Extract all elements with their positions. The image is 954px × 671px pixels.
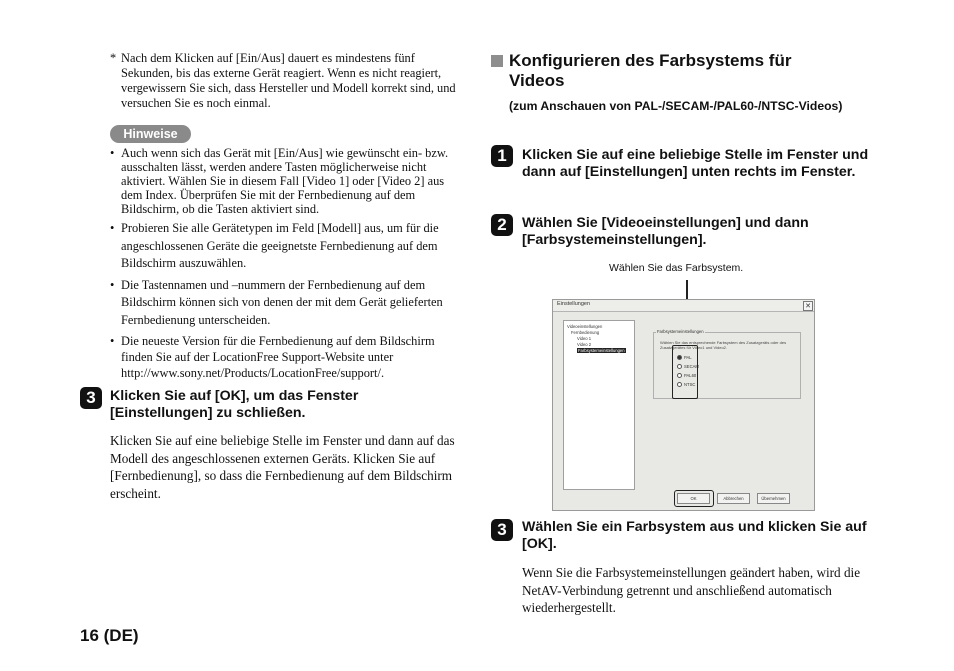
step-body: Klicken Sie auf eine beliebige Stelle im Fenster und dann auf das Modell des angeschlossenen externen Geräts. Klicken Sie auf [Fernbedienung], so dass die Fernbedienung auf dem Bildschirm erscheint. <box>110 433 455 501</box>
figure-caption: Wählen Sie das Farbsystem. <box>609 262 744 274</box>
step-title: Wählen Sie ein Farbsystem aus und klicken Sie auf [OK]. <box>522 519 867 552</box>
step-body: Wenn Sie die Farbsystemeinstellungen geändert haben, wird die NetAV-Verbindung getrennt und anschließend automatisch wiederhergestellt. <box>522 565 861 615</box>
step-number: 1 <box>491 145 513 167</box>
tree-item[interactable]: Video 1 <box>577 336 592 341</box>
footnote-marker: * <box>110 51 117 65</box>
radio-label: SECAM <box>684 364 699 369</box>
footnote <box>110 51 460 111</box>
footnote-text: Nach dem Klicken auf [Ein/Aus] dauert es mindestens fünf Sekunden, bis das externe Gerät reagiert. Wenn es nicht reagiert, vergewissern Sie sich, dass Hersteller und Modell korrekt sind, und versuchen Sie es noch einmal. <box>121 51 456 110</box>
hints-badge: Hinweise <box>110 125 191 143</box>
ok-button[interactable]: OK <box>677 493 710 504</box>
dialog-title: Einstellungen <box>557 301 591 307</box>
section-subheading: (zum Anschauen von PAL-/SECAM-/PAL60-/NTSC-Videos) <box>509 99 843 113</box>
bullet-marker: • <box>110 146 115 160</box>
list-item <box>110 146 466 216</box>
bullet-marker: • <box>110 221 115 235</box>
step-number: 3 <box>491 519 513 541</box>
step-title: Wählen Sie [Videoeinstellungen] und dann [Farbsystemeinstellungen]. <box>522 215 809 248</box>
step-title: Klicken Sie auf eine beliebige Stelle im Fenster und dann auf [Einstellungen] unten rechts im Fenster. <box>522 147 869 180</box>
tree-item[interactable]: Fernbedienung <box>571 330 600 335</box>
apply-button[interactable]: Übernehmen <box>757 493 790 504</box>
list-item-text: Probieren Sie alle Gerätetypen im Feld [Modell] aus, um für die angeschlossenen Geräte die geeignetste Fernbedienung auf dem Bildschirm auszuwählen. <box>121 221 439 270</box>
hints-list <box>110 146 466 385</box>
step-number: 2 <box>491 214 513 236</box>
highlight-box <box>672 345 698 399</box>
section-heading: Konfigurieren des Farbsystems für Videos <box>509 51 792 90</box>
radio-label: PAL <box>684 355 692 360</box>
group-title: Farbsystemeinstellungen <box>657 329 704 334</box>
tree-item[interactable]: Video 2 <box>577 342 592 347</box>
tree-item[interactable]: Videoeinstellungen <box>567 324 603 329</box>
tree-item-selected[interactable]: Farbsystemeinstellungen <box>578 348 625 353</box>
group-description: Wählen Sie das entsprechende Farbsystem des Zusatzgeräts oder des Zusatzgerätes für Video1 und Video2. <box>660 340 787 350</box>
heading-marker-icon <box>491 55 503 67</box>
list-item <box>110 277 466 330</box>
bullet-marker: • <box>110 334 115 348</box>
close-icon[interactable]: ✕ <box>803 301 813 311</box>
list-item-text: Auch wenn sich das Gerät mit [Ein/Aus] wie gewünscht ein- bzw. ausschalten lässt, werden andere Tasten möglicherweise nicht aktiviert. Wählen Sie in diesem Fall [Video 1] oder [Video 2] aus dem Index. Überprüfen Sie mit der Fernbedienung auf dem Bildschirm, ob die Tasten aktiviert sind. <box>121 146 449 216</box>
bullet-marker: • <box>110 277 115 292</box>
settings-dialog <box>552 299 815 511</box>
page-number: 16 (DE) <box>80 626 139 645</box>
settings-tree <box>563 320 635 490</box>
dialog-titlebar <box>553 300 814 312</box>
ok-highlight-box <box>674 490 714 507</box>
list-item <box>110 220 466 273</box>
step-title: Klicken Sie auf [OK], um das Fenster [Einstellungen] zu schließen. <box>110 388 359 421</box>
radio-label: NTSC <box>684 382 696 387</box>
list-item-text: Die Tastennamen und –nummern der Fernbedienung auf dem Bildschirm können sich von denen der mit dem Gerät gelieferten Fernbedienung unterscheiden. <box>121 277 443 327</box>
radio-label: PAL60 <box>684 373 697 378</box>
list-item <box>110 333 466 381</box>
cancel-button[interactable]: Abbrechen <box>717 493 750 504</box>
list-item-text: Die neueste Version für die Fernbedienung auf dem Bildschirm finden Sie auf der LocationFree Support-Website unter http://www.sony.net/Products/LocationFree/support/. <box>121 334 435 380</box>
step-number: 3 <box>80 387 102 409</box>
